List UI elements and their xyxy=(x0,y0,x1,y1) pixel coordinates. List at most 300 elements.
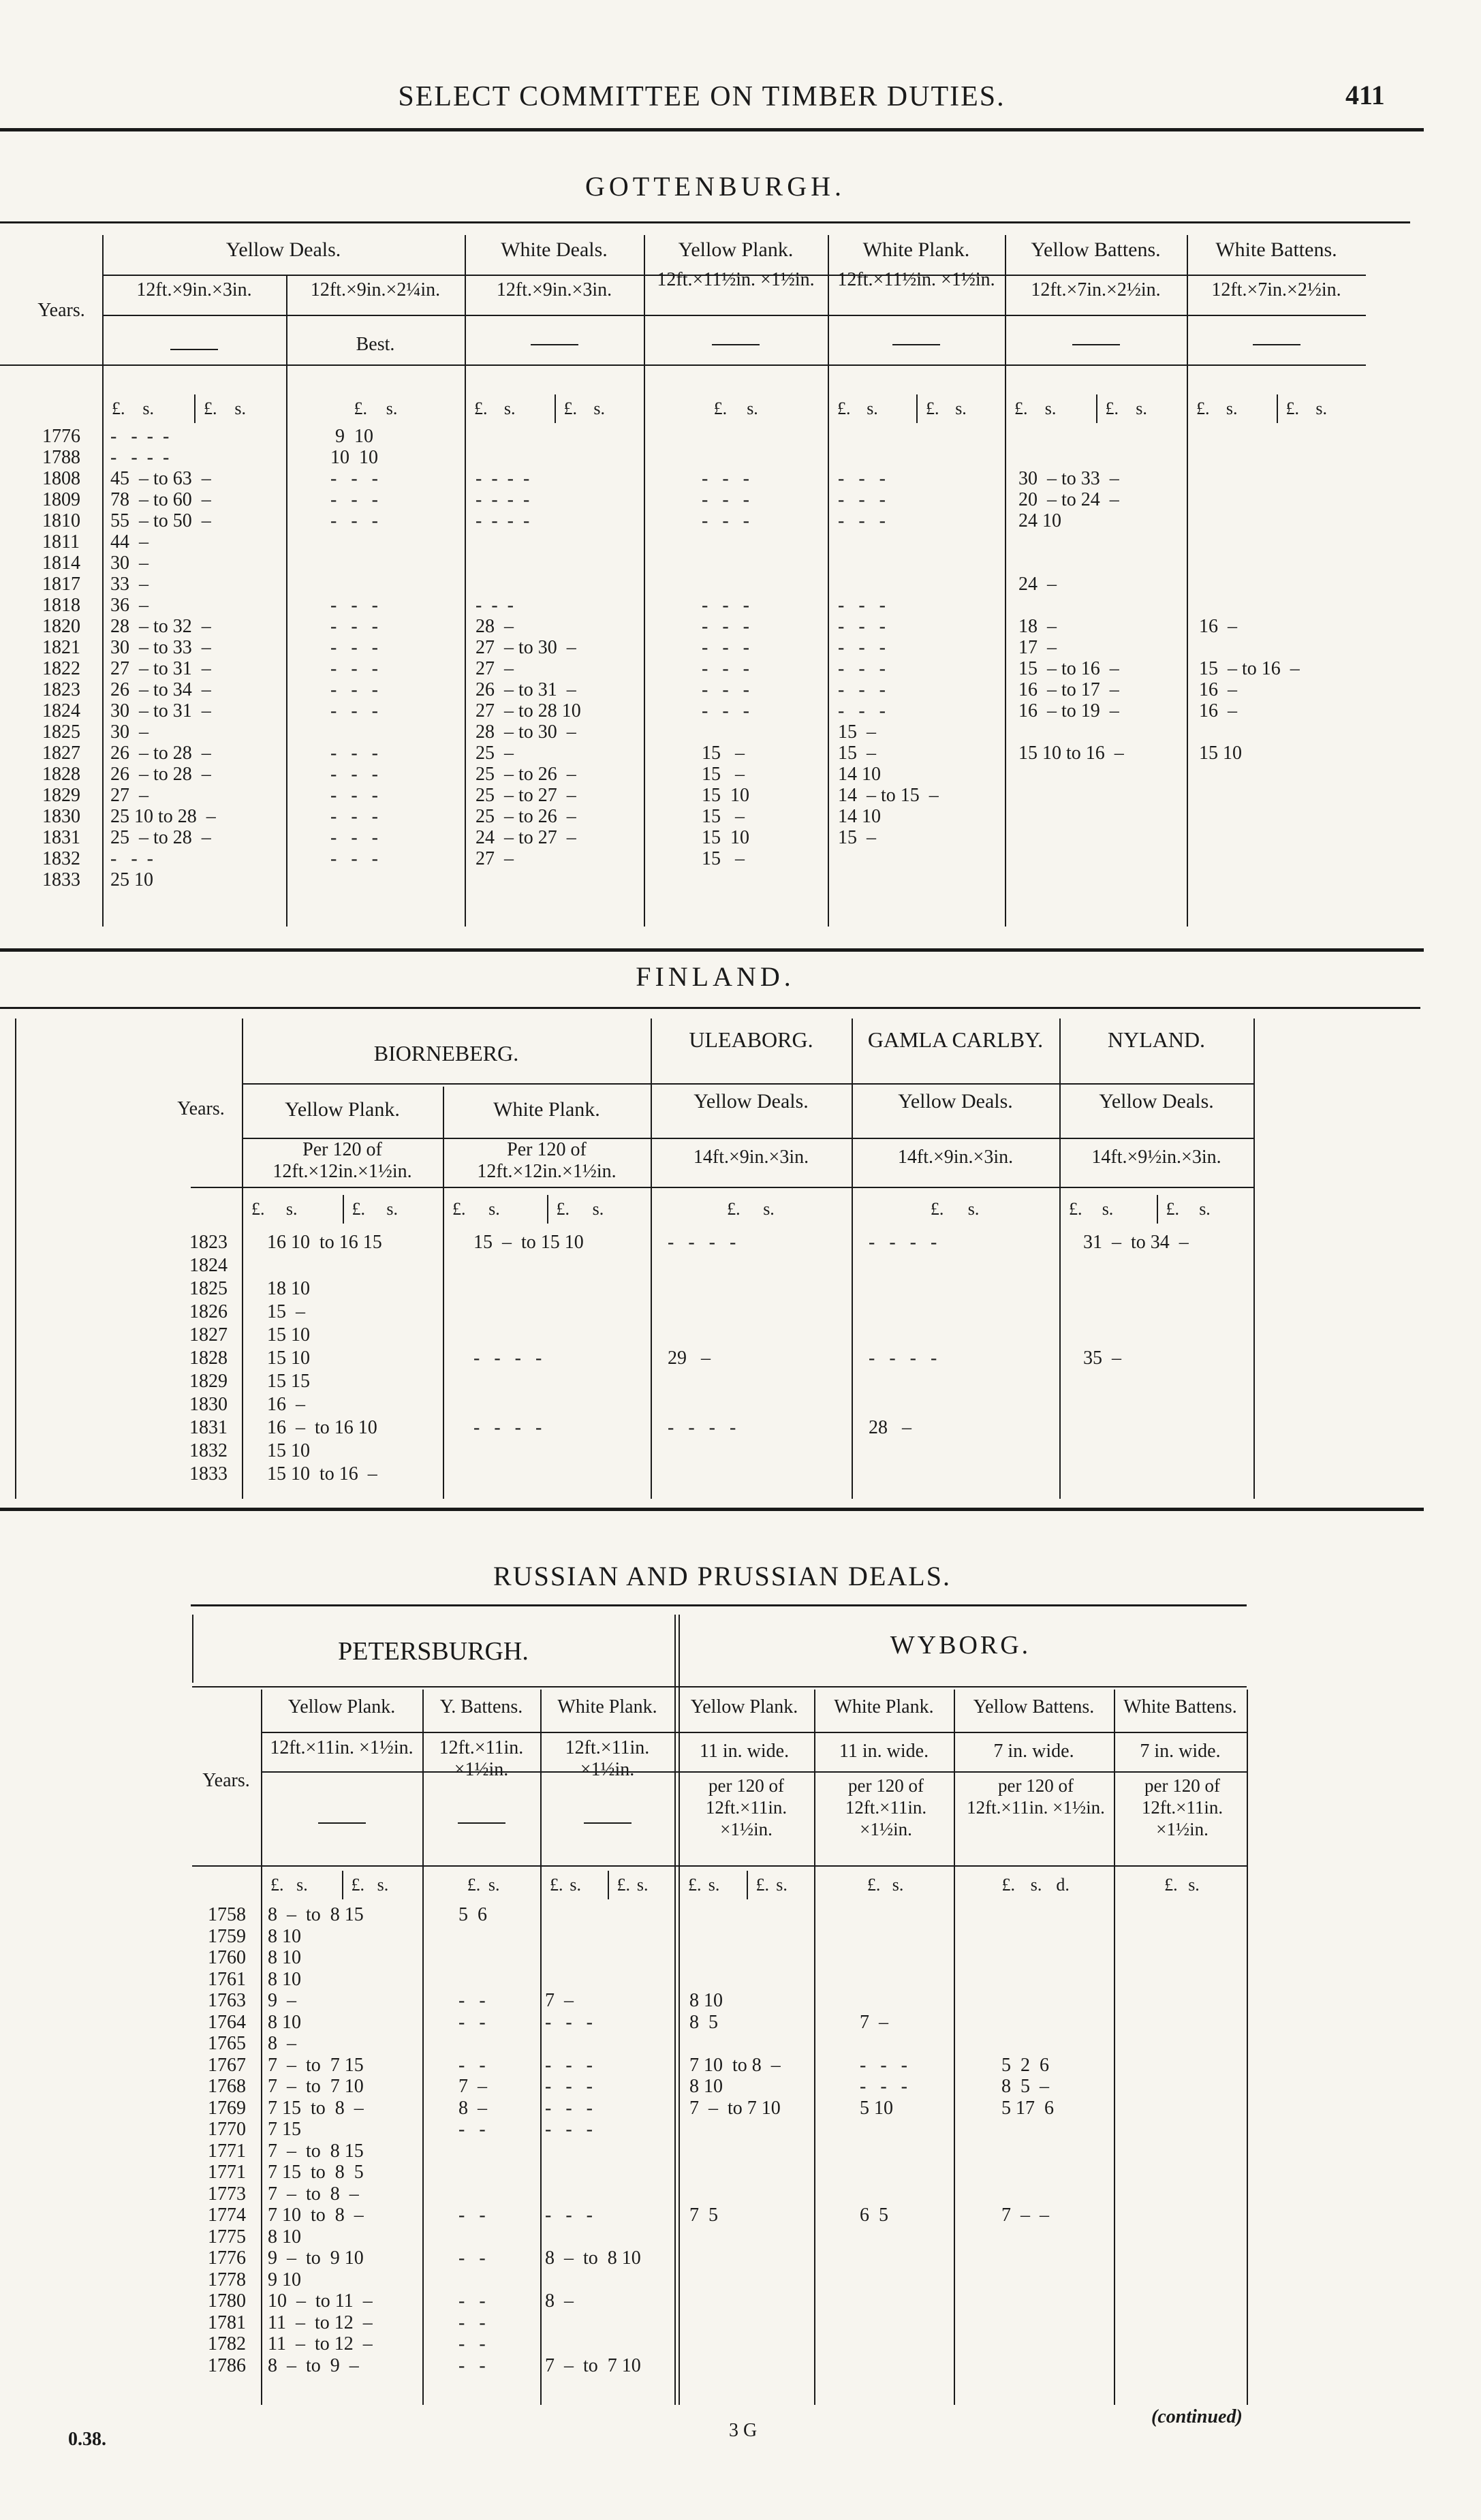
pyp-unit-shilling-a: s. xyxy=(296,1875,308,1895)
table-cell: 15 10 to 16 – xyxy=(267,1463,377,1484)
year-cell: 1768 xyxy=(208,2076,246,2097)
per-label: per 120 of 12ft.×11in. ×1½in. xyxy=(845,1775,927,1839)
yd3-unit-shilling-b: s. xyxy=(234,399,247,418)
table-cell: 15 10 xyxy=(267,1348,310,1369)
table-cell: 8 – to 8 10 xyxy=(545,2247,641,2269)
year-cell: 1821 xyxy=(42,637,80,658)
table-cell: 30 – to 33 – xyxy=(1018,468,1119,489)
footer-signature-mark: 3 G xyxy=(729,2420,758,2441)
dash-mark xyxy=(531,344,578,345)
place-header-rule xyxy=(242,1083,1253,1085)
size-label: 12ft.×7in.×2½in. xyxy=(1211,279,1341,300)
year-cell: 1775 xyxy=(208,2226,246,2247)
table-cell: 15 – xyxy=(702,743,745,764)
yd3-unit-divider xyxy=(194,394,196,423)
size-label: 12ft.×9in.×3in. xyxy=(496,279,612,300)
per-label: per 120 of 12ft.×11in. ×1½in. xyxy=(705,1775,788,1839)
wyp-unit-pound-b: £. xyxy=(755,1875,769,1895)
table-cell: 8 5 – xyxy=(1001,2076,1049,2097)
size-label: 14ft.×9½in.×3in. xyxy=(1091,1147,1221,1168)
table-cell: 33 – xyxy=(110,574,149,595)
table-cell: 29 – xyxy=(668,1348,711,1369)
table-cell: 7 – xyxy=(545,1990,574,2011)
table-cell: 15 15 xyxy=(267,1371,310,1392)
byp-unit-shilling-b: s. xyxy=(386,1199,399,1219)
table-cell: - - - xyxy=(330,489,378,510)
table-cell: - - xyxy=(458,2054,486,2076)
running-title: SELECT COMMITTEE ON TIMBER DUTIES. xyxy=(398,81,1005,112)
table-cell: 28 – xyxy=(476,616,514,637)
group-label: Yellow Deals. xyxy=(1099,1090,1214,1113)
yb-unit-shilling-b: s. xyxy=(1136,399,1147,418)
year-cell: 1823 xyxy=(189,1232,228,1253)
group-yellow-deals: Yellow Deals. xyxy=(225,238,341,261)
table-cell: 8 10 xyxy=(689,1990,723,2011)
section-title-russian: RUSSIAN AND PRUSSIAN DEALS. xyxy=(493,1561,951,1591)
year-cell: 1770 xyxy=(208,2119,246,2140)
year-cell: 1760 xyxy=(208,1947,246,1968)
group-label: White Plank. xyxy=(834,1696,934,1717)
byp-unit-pound-a: £. xyxy=(251,1199,265,1219)
year-cell: 1829 xyxy=(42,785,80,806)
table-cell: 11 – to 12 – xyxy=(268,2312,373,2333)
table-cell: 7 10 to 8 – xyxy=(689,2054,781,2076)
table-cell: 25 – xyxy=(476,743,514,764)
pwp-unit-shilling-b: s. xyxy=(636,1875,649,1895)
size-label: 12ft.×11½in. ×1½in. xyxy=(657,269,815,290)
wd-unit-divider xyxy=(555,394,556,423)
group-yellow-battens: Yellow Battens. xyxy=(1031,238,1161,261)
table-cell: 14 10 xyxy=(838,806,881,827)
table-cell: - - - - xyxy=(110,447,170,468)
pyp-unit-pound-b: £. xyxy=(351,1875,364,1895)
per-label: per 120 of 12ft.×11in. ×1½in. xyxy=(1141,1775,1223,1839)
gottenburgh-top-rule xyxy=(0,221,1410,223)
dash-mark xyxy=(892,344,940,345)
group-label: Yellow Deals. xyxy=(693,1090,809,1113)
pyp-unit-divider xyxy=(342,1871,343,1899)
group-white-deals: White Deals. xyxy=(501,238,608,261)
year-cell: 1773 xyxy=(208,2183,246,2205)
table-cell: 15 – xyxy=(702,848,745,869)
col-divider xyxy=(422,1690,424,2405)
year-cell: 1788 xyxy=(42,447,80,468)
table-cell: 28 – xyxy=(869,1417,911,1438)
wwp-unit-shilling: s. xyxy=(892,1875,904,1895)
pwp-unit-pound-a: £. xyxy=(550,1875,563,1895)
wwb-unit-shilling: s. xyxy=(1188,1875,1200,1895)
table-cell: - - - xyxy=(702,616,749,637)
units-rule xyxy=(192,1865,1247,1867)
table-cell: - - - xyxy=(838,510,886,531)
table-cell: 11 – to 12 – xyxy=(268,2333,373,2354)
col-divider xyxy=(1253,1018,1255,1499)
table-cell: 16 – xyxy=(1199,679,1237,700)
table-cell: - - - - xyxy=(476,468,530,489)
wyp-unit-pound-a: £. xyxy=(688,1875,702,1895)
wwp-unit-pound: £. xyxy=(867,1875,881,1895)
table-cell: 15 – xyxy=(838,721,876,743)
size-label: 14ft.×9in.×3in. xyxy=(693,1147,809,1168)
table-cell: 7 – to 8 15 xyxy=(268,2140,364,2162)
table-cell: 25 10 xyxy=(110,869,153,890)
year-cell: 1832 xyxy=(42,848,80,869)
pyp-unit-shilling-b: s. xyxy=(377,1875,389,1895)
pwp-unit-shilling-a: s. xyxy=(570,1875,581,1895)
table-cell: 5 6 xyxy=(458,1904,487,1925)
table-cell: - - xyxy=(458,1990,486,2011)
table-cell: 5 2 6 xyxy=(1001,2054,1049,2076)
year-cell: 1817 xyxy=(42,574,80,595)
table-cell: 24 10 xyxy=(1018,510,1061,531)
table-cell: 7 15 to 8 – xyxy=(268,2097,364,2119)
year-cell: 1811 xyxy=(42,531,80,553)
table-cell: 26 – to 31 – xyxy=(476,679,576,700)
year-cell: 1825 xyxy=(189,1278,228,1299)
yb-unit-pound-b: £. xyxy=(1105,399,1119,418)
dash-mark xyxy=(318,1822,366,1824)
table-cell: 25 – to 27 – xyxy=(476,785,576,806)
year-cell: 1778 xyxy=(208,2269,246,2290)
col-divider xyxy=(465,235,466,927)
year-cell: 1809 xyxy=(42,489,80,510)
col-divider xyxy=(828,235,829,927)
table-cell: - - - xyxy=(476,595,514,616)
table-cell: - - - xyxy=(838,700,886,721)
table-cell: 9 10 xyxy=(330,426,373,447)
wwb-unit-pound: £. xyxy=(1164,1875,1178,1895)
dash-mark xyxy=(712,344,760,345)
year-cell: 1823 xyxy=(42,679,80,700)
table-cell: 8 10 xyxy=(268,2226,301,2247)
wyb-unit-shilling: s. xyxy=(1030,1875,1042,1895)
table-cell: - - - xyxy=(838,468,886,489)
group-white-plank: White Plank. xyxy=(862,238,970,261)
size-label: Per 120 of 12ft.×12in.×1½in. xyxy=(272,1139,412,1182)
table-cell: 8 – to 8 15 xyxy=(268,1904,364,1925)
bwp-unit-pound-b: £. xyxy=(556,1199,570,1219)
year-cell: 1781 xyxy=(208,2312,246,2333)
bwp-unit-shilling-a: s. xyxy=(488,1199,500,1219)
place-wyborg: WYBORG. xyxy=(890,1631,1031,1660)
table-cell: 18 10 xyxy=(267,1278,310,1299)
table-cell: 6 5 xyxy=(860,2205,888,2226)
pwp-unit-pound-b: £. xyxy=(617,1875,630,1895)
wp-unit-pound-b: £. xyxy=(926,399,939,418)
table-cell: - - - - xyxy=(668,1417,736,1438)
table-cell: 16 – xyxy=(1199,616,1237,637)
russian-top-rule xyxy=(191,1604,1247,1606)
table-cell: 9 – xyxy=(268,1990,296,2011)
footer-continued: (continued) xyxy=(1151,2406,1243,2427)
year-cell: 1832 xyxy=(189,1440,228,1461)
table-cell: 25 – to 28 – xyxy=(110,827,211,848)
group-label: Yellow Deals. xyxy=(898,1090,1013,1113)
yb-unit-pound-a: £. xyxy=(1014,399,1028,418)
page-number: 411 xyxy=(1345,80,1385,110)
year-cell: 1831 xyxy=(42,827,80,848)
table-cell: - - xyxy=(458,2312,486,2333)
table-cell: 27 – xyxy=(476,848,514,869)
size-label: 12ft.×9in.×2¼in. xyxy=(310,279,441,300)
table-cell: - - - xyxy=(330,785,378,806)
col-divider xyxy=(1114,1690,1115,2405)
year-cell: 1758 xyxy=(208,1904,246,1925)
table-cell: - - - xyxy=(702,489,749,510)
year-cell: 1769 xyxy=(208,2097,246,2119)
yp-unit-shilling: s. xyxy=(747,399,758,418)
per-label: per 120 of 12ft.×11in. ×1½in. xyxy=(967,1775,1105,1818)
wb-unit-divider xyxy=(1277,394,1278,423)
table-cell: 15 10 xyxy=(267,1324,310,1345)
size-label: 12ft.×11in. ×1½in. xyxy=(439,1737,524,1780)
col-divider xyxy=(674,1615,676,2405)
pyb-unit-pound: £. xyxy=(467,1875,481,1895)
ny-unit-shilling-b: s. xyxy=(1199,1199,1211,1219)
place-petersburgh: PETERSBURGH. xyxy=(338,1637,529,1666)
table-cell: - - - xyxy=(330,468,378,489)
table-cell: 15 10 xyxy=(267,1440,310,1461)
table-cell: 27 – xyxy=(476,658,514,679)
yd2-unit-shilling: s. xyxy=(386,399,398,418)
wd-unit-pound-a: £. xyxy=(474,399,488,418)
year-cell: 1765 xyxy=(208,2033,246,2054)
table-cell: 45 – to 63 – xyxy=(110,468,211,489)
table-cell: - - - xyxy=(330,637,378,658)
year-cell: 1827 xyxy=(42,743,80,764)
wyp-unit-shilling-b: s. xyxy=(776,1875,788,1895)
table-cell: 16 10 to 16 15 xyxy=(267,1232,382,1253)
year-cell: 1776 xyxy=(42,426,80,447)
table-cell: - - - xyxy=(838,679,886,700)
size-header-rule xyxy=(261,1771,1247,1773)
year-cell: 1761 xyxy=(208,1968,246,1990)
year-cell: 1818 xyxy=(42,595,80,616)
pwp-unit-divider xyxy=(608,1871,609,1899)
table-cell: - - - xyxy=(545,2076,593,2097)
wd-unit-pound-b: £. xyxy=(563,399,577,418)
table-cell: 26 – to 28 – xyxy=(110,764,211,785)
table-cell: 7 – – xyxy=(1001,2205,1049,2226)
table-cell: 8 10 xyxy=(268,1968,301,1990)
table-cell: 8 – to 9 – xyxy=(268,2354,359,2376)
size-label: 11 in. wide. xyxy=(699,1741,790,1762)
table-cell: 25 – to 26 – xyxy=(476,764,576,785)
table-cell: - - - - xyxy=(668,1232,736,1253)
table-cell: 28 – to 32 – xyxy=(110,616,211,637)
yd3-unit-pound-a: £. xyxy=(112,399,125,418)
table-cell: 25 – to 26 – xyxy=(476,806,576,827)
table-cell: 26 – to 28 – xyxy=(110,743,211,764)
year-cell: 1827 xyxy=(189,1324,228,1345)
table-cell: 14 10 xyxy=(838,764,881,785)
table-cell: - - - xyxy=(330,764,378,785)
place-biorneberg: BIORNEBERG. xyxy=(373,1041,519,1065)
footer-left-signature: 0.38. xyxy=(68,2429,106,2450)
year-cell: 1830 xyxy=(189,1394,228,1415)
table-cell: 8 – xyxy=(458,2097,487,2119)
year-cell: 1780 xyxy=(208,2290,246,2312)
table-cell: - - - xyxy=(838,637,886,658)
year-cell: 1826 xyxy=(189,1301,228,1322)
table-cell: 15 10 xyxy=(702,827,749,848)
table-cell: 36 – xyxy=(110,595,149,616)
table-cell: 16 – xyxy=(1199,700,1237,721)
table-cell: 7 – xyxy=(458,2076,487,2097)
table-cell: - - - xyxy=(702,637,749,658)
table-cell: - - - - xyxy=(110,426,170,447)
table-cell: - - - - xyxy=(476,510,530,531)
table-cell: 8 10 xyxy=(689,2076,723,2097)
byp-unit-pound-b: £. xyxy=(352,1199,365,1219)
table-cell: 8 5 xyxy=(689,2011,718,2033)
table-cell: 16 – to 17 – xyxy=(1018,679,1119,700)
table-cell: - - - xyxy=(838,658,886,679)
table-cell: 78 – to 60 – xyxy=(110,489,211,510)
wb-unit-pound-b: £. xyxy=(1285,399,1299,418)
table-cell: 15 10 xyxy=(1199,743,1242,764)
bwp-unit-divider xyxy=(547,1195,548,1224)
table-cell: 30 – to 33 – xyxy=(110,637,211,658)
table-cell: 10 10 xyxy=(330,447,378,468)
table-cell: - - - xyxy=(702,595,749,616)
ul-unit-shilling: s. xyxy=(763,1199,775,1219)
table-cell: 7 10 to 8 – xyxy=(268,2205,364,2226)
table-cell: 44 – xyxy=(110,531,149,553)
dash-mark xyxy=(1253,344,1300,345)
yb-unit-shilling-a: s. xyxy=(1044,399,1057,418)
place-uleaborg: ULEABORG. xyxy=(689,1027,813,1052)
table-cell: - - - xyxy=(838,489,886,510)
group-header-rule xyxy=(261,1732,1247,1733)
table-cell: 16 – xyxy=(267,1394,305,1415)
dash-mark xyxy=(584,1822,632,1824)
group-label: Yellow Battens. xyxy=(973,1696,1095,1717)
table-cell: - - - xyxy=(545,2054,593,2076)
wb-unit-pound-a: £. xyxy=(1196,399,1210,418)
table-cell: 27 – to 28 10 xyxy=(476,700,581,721)
group-label: White Plank. xyxy=(493,1098,600,1121)
table-cell: - - - - xyxy=(473,1348,542,1369)
group-label: White Plank. xyxy=(557,1696,657,1717)
year-cell: 1829 xyxy=(189,1371,228,1392)
year-cell: 1810 xyxy=(42,510,80,531)
table-cell: - - xyxy=(458,2333,486,2354)
ny-unit-divider xyxy=(1157,1195,1158,1224)
year-cell: 1828 xyxy=(42,764,80,785)
col-divider xyxy=(954,1690,955,2405)
table-cell: - - - xyxy=(545,2097,593,2119)
table-cell: 15 – xyxy=(702,806,745,827)
size-label: 7 in. wide. xyxy=(1140,1741,1221,1762)
pyb-unit-shilling: s. xyxy=(488,1875,500,1895)
table-cell: 7 15 to 8 5 xyxy=(268,2162,364,2183)
table-cell: 14 – to 15 – xyxy=(838,785,939,806)
years-label: Years. xyxy=(37,300,85,321)
table-cell: - - xyxy=(458,2247,486,2269)
table-cell: - - - xyxy=(545,2011,593,2033)
table-cell: - - - - xyxy=(473,1417,542,1438)
group-white-battens: White Battens. xyxy=(1215,238,1337,261)
size-header-rule xyxy=(102,315,1366,316)
table-cell: - - - xyxy=(330,595,378,616)
wp-unit-shilling-a: s. xyxy=(867,399,878,418)
table-cell: - - - xyxy=(860,2076,907,2097)
size-label: 12ft.×11½in. ×1½in. xyxy=(837,269,995,290)
table-cell: 15 10 to 16 – xyxy=(1018,743,1124,764)
table-cell: 24 – to 27 – xyxy=(476,827,576,848)
table-cell: - - - xyxy=(110,848,153,869)
dash-mark xyxy=(1072,344,1120,345)
table-cell: - - - xyxy=(545,2205,593,2226)
table-cell: - - xyxy=(458,2119,486,2140)
table-cell: 27 – xyxy=(110,785,149,806)
years-label: Years. xyxy=(202,1770,250,1791)
table-cell: - - xyxy=(458,2354,486,2376)
table-cell: 27 – to 30 – xyxy=(476,637,576,658)
ny-unit-shilling-a: s. xyxy=(1102,1199,1114,1219)
size-label: 12ft.×9in.×3in. xyxy=(136,279,252,300)
table-cell: 15 – xyxy=(702,764,745,785)
table-cell: 15 – xyxy=(838,827,876,848)
yp-unit-pound: £. xyxy=(713,399,728,418)
size-label: 11 in. wide. xyxy=(839,1741,929,1762)
table-cell: 7 – to 8 – xyxy=(268,2183,359,2205)
header-rule xyxy=(0,128,1424,131)
best-label: Best. xyxy=(356,334,395,355)
table-cell: 26 – to 34 – xyxy=(110,679,211,700)
table-cell: 10 – to 11 – xyxy=(268,2290,373,2312)
size-header-rule xyxy=(191,1187,1253,1188)
table-cell: - - - xyxy=(330,510,378,531)
table-cell: - - - xyxy=(330,806,378,827)
table-cell: - - - - xyxy=(869,1348,937,1369)
bwp-unit-shilling-b: s. xyxy=(592,1199,604,1219)
table-cell: - - - xyxy=(330,743,378,764)
year-cell: 1831 xyxy=(189,1417,228,1438)
year-cell: 1822 xyxy=(42,658,80,679)
ny-unit-pound-b: £. xyxy=(1166,1199,1179,1219)
year-cell: 1824 xyxy=(42,700,80,721)
year-cell: 1820 xyxy=(42,616,80,637)
pyp-unit-pound-a: £. xyxy=(270,1875,284,1895)
year-cell: 1808 xyxy=(42,468,80,489)
year-cell: 1833 xyxy=(42,869,80,890)
year-cell: 1763 xyxy=(208,1990,246,2011)
units-rule xyxy=(0,364,1366,366)
table-cell: 30 – xyxy=(110,721,149,743)
group-label: White Battens. xyxy=(1123,1696,1237,1717)
table-cell: 5 10 xyxy=(860,2097,893,2119)
table-cell: 5 17 6 xyxy=(1001,2097,1054,2119)
year-cell: 1776 xyxy=(208,2247,246,2269)
col-divider xyxy=(1005,235,1006,927)
table-cell: 7 – xyxy=(860,2011,888,2033)
bwp-unit-pound-a: £. xyxy=(452,1199,466,1219)
table-cell: - - - xyxy=(702,658,749,679)
byp-unit-shilling-a: s. xyxy=(285,1199,298,1219)
size-label: 12ft.×11in. ×1½in. xyxy=(565,1737,650,1780)
table-cell: 20 – to 24 – xyxy=(1018,489,1119,510)
table-cell: 17 – xyxy=(1018,637,1057,658)
size-label: 7 in. wide. xyxy=(993,1741,1074,1762)
col-divider xyxy=(1187,235,1188,927)
col-divider xyxy=(15,1018,16,1499)
table-cell: 15 – xyxy=(267,1301,305,1322)
col-divider xyxy=(1247,1690,1248,2405)
size-label: 12ft.×7in.×2½in. xyxy=(1031,279,1161,300)
year-cell: 1771 xyxy=(208,2140,246,2162)
